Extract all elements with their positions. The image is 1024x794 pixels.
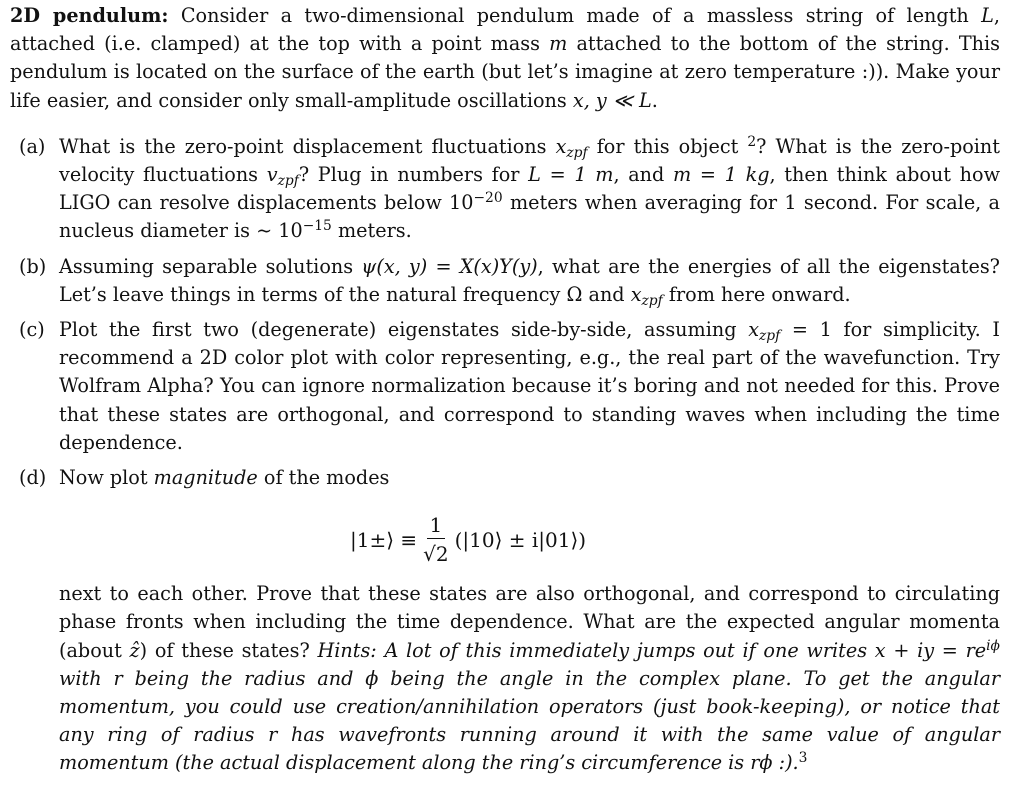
part-d-label: (d) xyxy=(19,466,47,490)
footnote-marker-2: 2 xyxy=(747,133,757,150)
part-c-label: (c) xyxy=(19,318,45,342)
part-b: (b) Assuming separable solutions ψ(x, y) = X(x)Y(y), what are the energies of all the eigenstates? Let’s leave things in terms of the natural frequency Ω and $x_{zpf}$ from here onward. xyxy=(19,254,1000,309)
problem-title: 2D pendulum: xyxy=(10,4,169,27)
part-d: (d) Now plot magnitude of the modes xyxy=(10,464,1000,492)
part-d-continuation: next to each other. Prove that these states are also orthogonal, and correspond to circulating phase fronts when including the time dependence. What are the expected angular momenta (about ẑ) of these states? Hints: A lot of this immediately jumps out if one writes x + iy = $re^{i\phi}$ with r being the radius and ϕ being the angle in the complex plane. To get the angular momentum, you could use creation/annihilation operators (just book-keeping), or notice that any ring of radius r has wavefronts running around it with the same value of angular momentum (the actual displacement along the ring’s circumference is rϕ :).$^3$ xyxy=(59,582,1000,775)
intro-paragraph: 2D pendulum: Consider a two-dimensional pendulum made of a massless string of length L, attached (i.e. clamped) at the top with a point mass m attached to the bottom of the string. This pendulum is located on the surface of the earth (but let’s imagine at zero temperature :)). Make your life easier, and consider only small-amplitude oscillations x, y ≪ L. xyxy=(10,4,1000,112)
footnote-marker-3: 3 xyxy=(798,750,808,767)
part-a-label: (a) xyxy=(19,134,46,158)
separable-solution: ψ(x, y) = X(x)Y(y) xyxy=(361,254,538,278)
part-b-label: (b) xyxy=(19,254,47,278)
equation-fraction: $\frac{1}{√2}$ xyxy=(423,512,449,566)
document-page xyxy=(10,0,1000,778)
display-equation xyxy=(10,500,1000,580)
small-amplitude-condition: x, y ≪ L xyxy=(572,88,652,112)
equation-rhs: (|10⟩ ± i|01⟩) xyxy=(454,528,587,553)
part-c: (c) Plot the first two (degenerate) eigenstates side-by-side, assuming $x_{zpf} = 1$ for simplicity. I recommend a 2D color plot with color representing, e.g., the real part of the wavefunction. Try Wolfram Alpha? You can ignore normalization because it’s boring and not needed for this. Prove that these states are orthogonal, and correspond to standing waves when including the time dependence. xyxy=(19,318,1000,454)
hint-text: Hints: A lot of this immediately jumps out if one writes x + iy = $re^{i\phi}$ with r being the radius and ϕ being the angle in the complex plane. To get the angular momentum, you could use creation/annihilation operators (just book-keeping), or notice that any ring of radius r has wavefronts running around it with the same value of angular momentum (the actual displacement along the ring’s circumference is rϕ :). xyxy=(59,637,1000,775)
equation-lhs: |1±⟩ ≡ xyxy=(350,528,418,553)
part-a: (a) What is the zero-point displacement fluctuations $x_{zpf}$ for this object $^2$? What is the zero-point velocity fluctuations $v_{zpf}$? Plug in numbers for L = 1 m, and m = 1 kg, then think about how LIGO can resolve displacements below $10^{-20}$ meters when averaging for 1 second. For scale, a nucleus diameter is ∼ $10^{-15}$ meters. xyxy=(19,133,1001,243)
